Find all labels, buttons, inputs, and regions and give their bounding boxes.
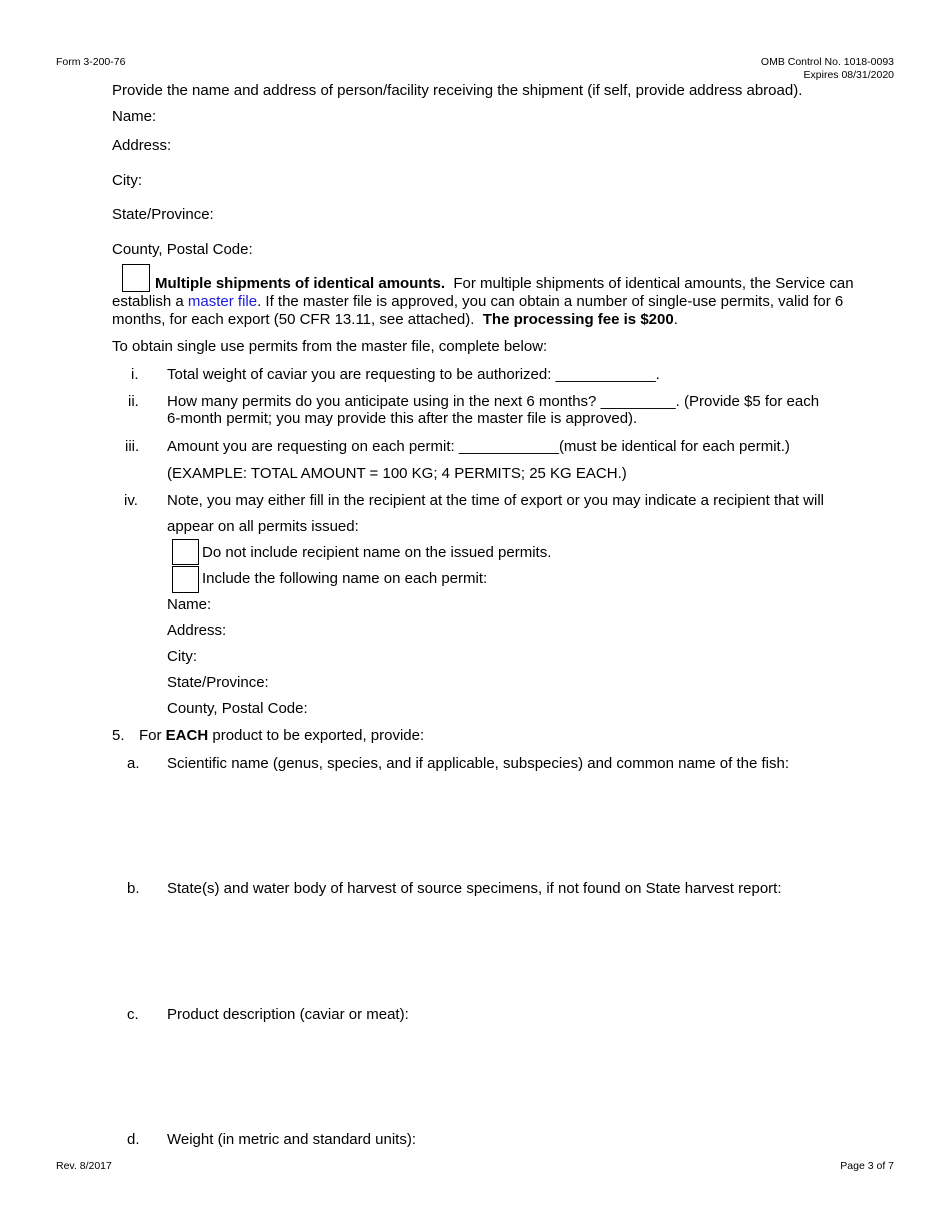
revision-date: Rev. 8/2017 xyxy=(56,1160,112,1172)
section-5-text-after: product to be exported, provide: xyxy=(212,727,425,744)
section-5-heading xyxy=(139,727,424,745)
processing-fee-end: . xyxy=(673,311,678,328)
multiple-shipments-text-1: For multiple shipments of identical amounts, the Service can establish a xyxy=(112,275,854,310)
section-5-number: 5. xyxy=(112,727,125,744)
item-i-number: i. xyxy=(131,366,139,383)
permit-county-label: County, Postal Code: xyxy=(167,700,308,717)
single-use-intro: To obtain single use permits from the master file, complete below: xyxy=(112,338,548,355)
processing-fee: The processing fee is $200 xyxy=(482,311,674,328)
item-a-letter: a. xyxy=(127,755,140,772)
multiple-shipments-paragraph xyxy=(112,275,882,329)
include-recipient-name-label: Include the following name on each permit: xyxy=(202,570,488,587)
multiple-shipments-text-2: . If the master file is approved, you can obtain a number of single-use permits, valid for 6 months, for each export (50 CFR 13.11, see attached). xyxy=(112,293,844,328)
expiration-date: Expires 08/31/2020 xyxy=(803,69,894,81)
no-recipient-name-checkbox[interactable] xyxy=(172,539,199,565)
item-iv-line-1: Note, you may either fill in the recipient at the time of export or you may indicate a recipient that will xyxy=(167,492,824,509)
item-iv-number: iv. xyxy=(124,492,138,509)
recipient-city-label: City: xyxy=(112,172,142,189)
multiple-shipments-heading: Multiple shipments of identical amounts. xyxy=(155,275,446,292)
section-5-text-before: For xyxy=(139,727,162,744)
form-number: Form 3-200-76 xyxy=(56,56,126,68)
master-file-link[interactable]: master file xyxy=(187,293,258,310)
recipient-name-label: Name: xyxy=(112,108,157,125)
permit-city-label: City: xyxy=(167,648,197,665)
permit-address-label: Address: xyxy=(167,622,227,639)
item-ii-number: ii. xyxy=(128,393,139,410)
permit-state-label: State/Province: xyxy=(167,674,269,691)
item-b-letter: b. xyxy=(127,880,140,897)
item-c-text: Product description (caviar or meat): xyxy=(167,1006,409,1023)
omb-control-number: OMB Control No. 1018-0093 xyxy=(760,56,894,68)
item-iii-line-1: Amount you are requesting on each permit: ____________(must be identical for each permit.) xyxy=(167,438,790,455)
item-iv-line-2: appear on all permits issued: xyxy=(167,518,359,535)
recipient-intro: Provide the name and address of person/facility receiving the shipment (if self, provide address abroad). xyxy=(112,82,803,99)
item-d-letter: d. xyxy=(127,1131,140,1148)
item-ii-line-2: 6-month permit; you may provide this after the master file is approved). xyxy=(167,410,638,427)
item-iii-example: (EXAMPLE: TOTAL AMOUNT = 100 KG; 4 PERMITS; 25 KG EACH.) xyxy=(167,465,627,482)
item-c-letter: c. xyxy=(127,1006,139,1023)
page-number: Page 3 of 7 xyxy=(840,1160,894,1172)
item-a-text: Scientific name (genus, species, and if applicable, subspecies) and common name of the fish: xyxy=(167,755,790,772)
section-5-each: EACH xyxy=(165,727,209,744)
item-ii-line-1: How many permits do you anticipate using in the next 6 months? _________. (Provide $5 for each xyxy=(167,393,820,410)
item-i-text: Total weight of caviar you are requesting to be authorized: ____________. xyxy=(167,366,660,383)
recipient-state-label: State/Province: xyxy=(112,206,214,223)
recipient-address-label: Address: xyxy=(112,137,172,154)
include-recipient-name-checkbox[interactable] xyxy=(172,566,199,593)
permit-name-label: Name: xyxy=(167,596,212,613)
no-recipient-name-label: Do not include recipient name on the issued permits. xyxy=(202,544,552,561)
item-d-text: Weight (in metric and standard units): xyxy=(167,1131,417,1148)
item-iii-number: iii. xyxy=(125,438,140,455)
item-b-text: State(s) and water body of harvest of source specimens, if not found on State harvest report: xyxy=(167,880,782,897)
recipient-county-label: County, Postal Code: xyxy=(112,241,253,258)
